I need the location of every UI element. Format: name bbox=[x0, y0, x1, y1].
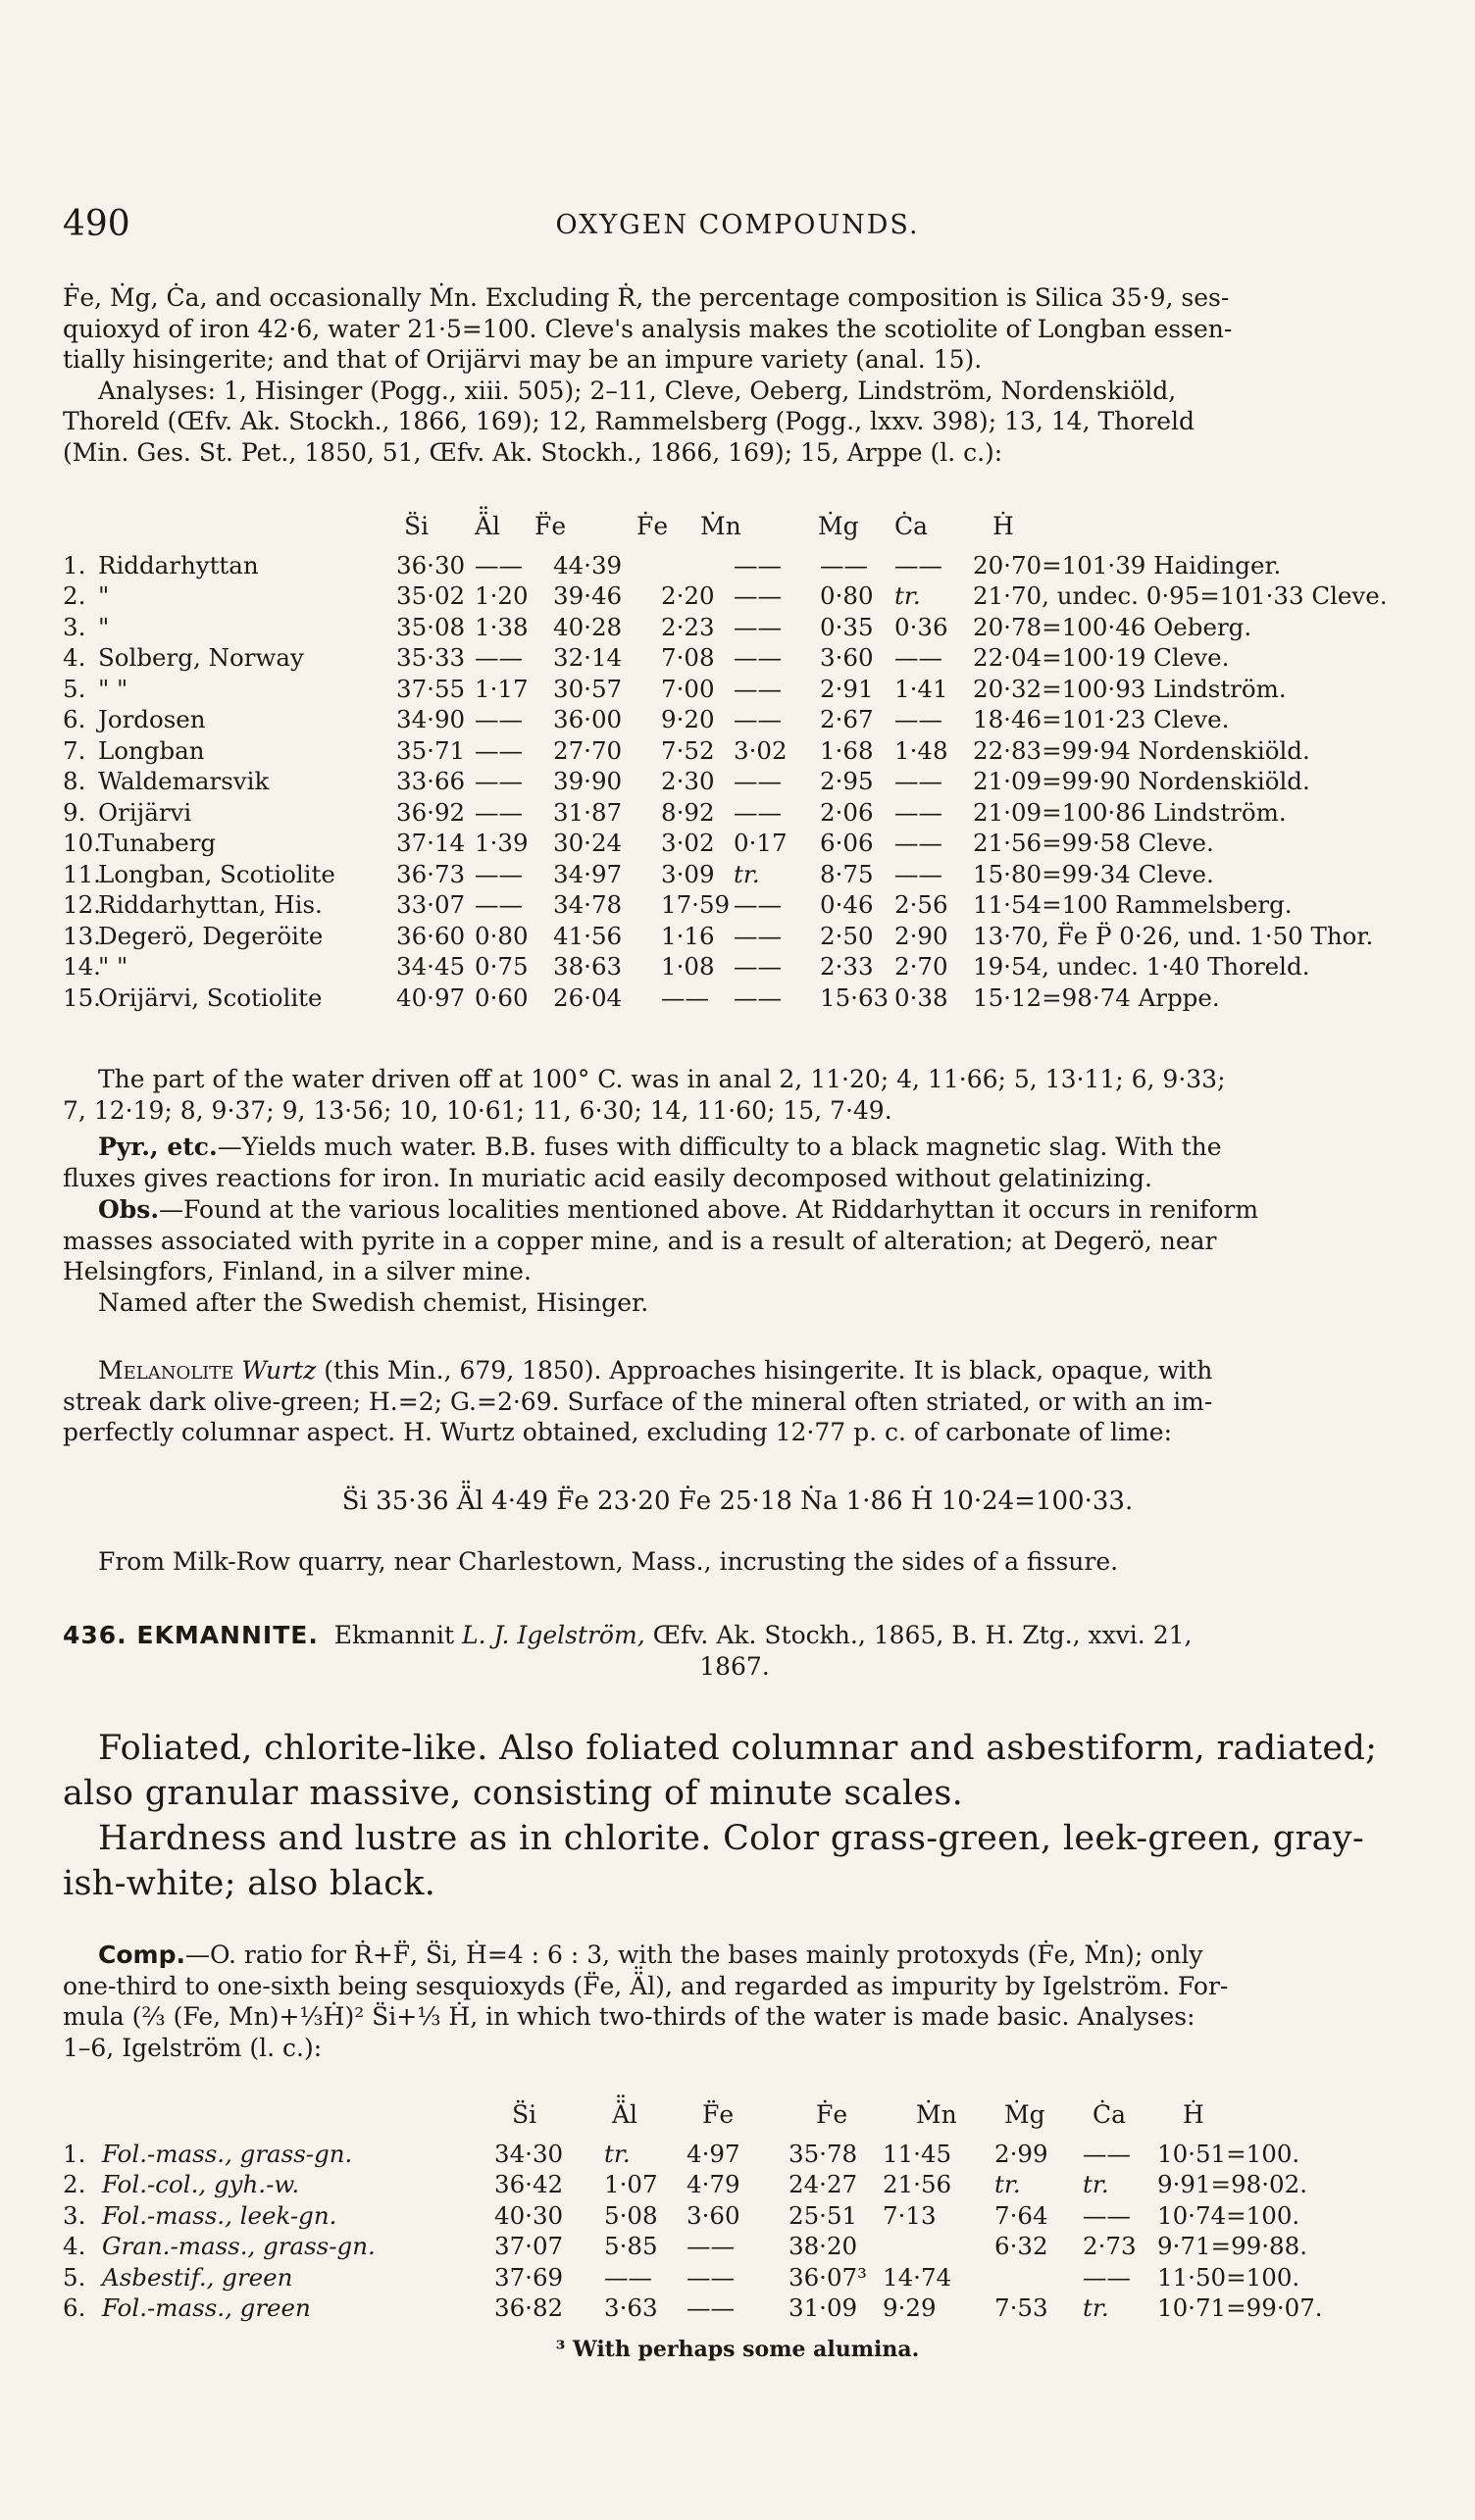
table-cell: 2·95 bbox=[820, 767, 874, 795]
row-number: 8. bbox=[63, 767, 86, 795]
table-cell: 37·14 bbox=[396, 829, 466, 857]
row-label: Solberg, Norway bbox=[98, 643, 304, 672]
column-header: Ä̈l bbox=[612, 2100, 638, 2129]
table-cell: 17·59 bbox=[661, 890, 731, 919]
table-cell: 31·09 bbox=[788, 2293, 858, 2322]
table-cell: 33·07 bbox=[396, 890, 466, 919]
table-cell: 11·45 bbox=[883, 2139, 952, 2168]
table-cell: 8·92 bbox=[661, 797, 715, 827]
table-cell: —— bbox=[734, 921, 782, 950]
table-cell: 15·80=99·34 Cleve. bbox=[973, 859, 1214, 888]
text-line: perfectly columnar aspect. H. Wurtz obtained, excluding 12·77 p. c. of carbonate of lime: bbox=[63, 1418, 1173, 1446]
pyrognostics-paragraph bbox=[63, 1132, 1416, 1193]
water-paragraph bbox=[63, 1064, 1416, 1126]
row-number: 7. bbox=[63, 735, 86, 765]
table-cell: —— bbox=[661, 983, 709, 1012]
table-cell: —— bbox=[475, 735, 523, 765]
row-label: Riddarhyttan bbox=[98, 550, 259, 580]
table-cell: 2·23 bbox=[661, 612, 715, 641]
table-row bbox=[63, 675, 1426, 706]
table-cell: —— bbox=[734, 983, 782, 1012]
table-cell: 36·00 bbox=[553, 705, 623, 733]
text-line: Ḟe, Ṁg, Ċa, and occasionally Ṁn. Excluding Ṙ, the percentage composition is Silica 35·9, ses- bbox=[63, 283, 1230, 312]
table-cell: 36·60 bbox=[396, 921, 466, 950]
table-cell: 39·90 bbox=[553, 767, 623, 795]
column-header: Ṁg bbox=[1004, 2100, 1045, 2129]
text-line: —O. ratio for Ṙ+F̈, S̈i, Ḣ=4 : 6 : 3, with the bases mainly protoxyds (Ḟe, Ṁn); only bbox=[184, 1940, 1203, 1969]
ekmannite-ref-a: Ekmannit bbox=[333, 1621, 455, 1649]
table-row bbox=[63, 736, 1426, 768]
text-line: one-third to one-sixth being sesquioxyds (F̈e, Ä̈l), and regarded as impurity by Igelström. For- bbox=[63, 1971, 1229, 2000]
table-cell: 20·32=100·93 Lindström. bbox=[973, 674, 1287, 703]
table-cell: 1·68 bbox=[820, 735, 874, 765]
row-number: 5. bbox=[63, 2262, 86, 2292]
table-cell: 3·02 bbox=[661, 829, 715, 857]
row-number: 5. bbox=[63, 674, 86, 703]
table-cell: 37·69 bbox=[494, 2262, 564, 2292]
ekmannite-heading-block bbox=[63, 1620, 1416, 1682]
text-line: fluxes gives reactions for iron. In muriatic acid easily decomposed without gelatinizing. bbox=[63, 1163, 1152, 1192]
table-cell: 1·48 bbox=[894, 735, 948, 765]
table-cell: 15·63 bbox=[820, 983, 890, 1012]
table-cell: 34·45 bbox=[396, 952, 466, 981]
table-cell: 0·75 bbox=[475, 952, 529, 981]
table-cell: —— bbox=[475, 550, 523, 580]
table-cell: 0·38 bbox=[894, 983, 948, 1012]
table-cell: —— bbox=[894, 829, 942, 857]
text-line: Thoreld (Œfv. Ak. Stockh., 1866, 169); 12, Rammelsberg (Pogg., lxxv. 398); 13, 14, Thoreld bbox=[63, 407, 1195, 435]
table-cell: —— bbox=[687, 2232, 735, 2260]
table-cell: 6·32 bbox=[994, 2232, 1048, 2260]
table-cell: 31·87 bbox=[553, 797, 623, 827]
table-cell: —— bbox=[687, 2293, 735, 2322]
table-cell: —— bbox=[734, 581, 782, 610]
table-cell: —— bbox=[734, 643, 782, 672]
page-header bbox=[63, 204, 1412, 243]
table-row bbox=[63, 551, 1426, 582]
table-cell: 8·75 bbox=[820, 859, 874, 888]
table-cell: —— bbox=[734, 612, 782, 641]
table-cell: 2·90 bbox=[894, 921, 948, 950]
column-header: Ä̈l bbox=[475, 512, 501, 540]
table-cell: —— bbox=[475, 890, 523, 919]
column-header: F̈e bbox=[702, 2100, 735, 2129]
table-cell: —— bbox=[894, 797, 942, 827]
table-row bbox=[63, 922, 1426, 953]
table-cell: —— bbox=[820, 550, 868, 580]
table-cell: —— bbox=[894, 705, 942, 733]
table-row bbox=[63, 2140, 1426, 2171]
melanolite-formula: S̈i 35·36 Ä̈l 4·49 F̈e 23·20 Ḟe 25·18 Ṅa 1·86 Ḣ 10·24=100·33. bbox=[341, 1487, 1134, 1516]
table-cell: 34·78 bbox=[553, 890, 623, 919]
table-cell: 0·36 bbox=[894, 612, 948, 641]
table-cell: 21·56=99·58 Cleve. bbox=[973, 829, 1214, 857]
table-cell: 34·90 bbox=[396, 705, 466, 733]
column-header: Ḣ bbox=[1183, 2100, 1204, 2129]
table-cell: 1·41 bbox=[894, 674, 948, 703]
table-cell: 36·92 bbox=[396, 797, 466, 827]
table-cell: 0·80 bbox=[475, 921, 529, 950]
table-cell: 22·83=99·94 Nordenskiöld. bbox=[973, 735, 1310, 765]
row-number: 1. bbox=[63, 550, 86, 580]
table-cell: —— bbox=[475, 859, 523, 888]
table-cell: 36·07³ bbox=[788, 2262, 867, 2292]
page-number: 490 bbox=[63, 204, 130, 244]
table-cell: tr. bbox=[994, 2170, 1021, 2198]
table-row bbox=[63, 860, 1426, 891]
ekmannite-analyses-table bbox=[63, 2100, 1426, 2325]
row-number: 1. bbox=[63, 2139, 86, 2168]
text-line: 1–6, Igelström (l. c.): bbox=[63, 2033, 323, 2062]
table-cell: —— bbox=[894, 767, 942, 795]
footnote: ³ With perhaps some alumina. bbox=[555, 2337, 920, 2362]
row-label: Tunaberg bbox=[98, 829, 217, 857]
table-cell: 0·60 bbox=[475, 983, 529, 1012]
table-cell: tr. bbox=[604, 2139, 631, 2168]
table-cell: 30·24 bbox=[553, 829, 623, 857]
melanolite-source: From Milk-Row quarry, near Charlestown, Mass., incrusting the sides of a fissure. bbox=[98, 1547, 1119, 1576]
table-cell: —— bbox=[734, 890, 782, 919]
table-cell: 35·08 bbox=[396, 612, 466, 641]
table-row bbox=[63, 613, 1426, 644]
table-cell: —— bbox=[687, 2262, 735, 2292]
table-row bbox=[63, 890, 1426, 922]
table-cell: 18·46=101·23 Cleve. bbox=[973, 705, 1230, 733]
column-header: Ċa bbox=[1093, 2100, 1127, 2129]
table-row bbox=[63, 705, 1426, 736]
table-cell: 15·12=98·74 Arppe. bbox=[973, 983, 1220, 1012]
table-cell: 7·08 bbox=[661, 643, 715, 672]
table-cell: 7·00 bbox=[661, 674, 715, 703]
row-label: Longban bbox=[98, 735, 205, 765]
row-number: 3. bbox=[63, 612, 86, 641]
row-label: Orijärvi, Scotiolite bbox=[98, 983, 323, 1012]
table-cell: 7·13 bbox=[883, 2200, 937, 2230]
table-cell: 1·38 bbox=[475, 612, 529, 641]
table-row bbox=[63, 798, 1426, 830]
table-cell: —— bbox=[734, 797, 782, 827]
row-number: 14. bbox=[63, 952, 101, 981]
table-cell: 9·20 bbox=[661, 705, 715, 733]
table-cell: 10·71=99·07. bbox=[1157, 2293, 1323, 2322]
row-label: " bbox=[98, 612, 110, 641]
row-number: 15. bbox=[63, 983, 101, 1012]
table-cell: —— bbox=[475, 705, 523, 733]
column-header: S̈i bbox=[512, 2100, 537, 2129]
column-header: Ḟe bbox=[636, 512, 669, 540]
text-line: also granular massive, consisting of minute scales. bbox=[63, 1774, 964, 1813]
table-cell: 10·74=100. bbox=[1157, 2200, 1300, 2230]
row-number: 4. bbox=[63, 2232, 86, 2260]
text-line: ish-white; also black. bbox=[63, 1864, 436, 1903]
table-row bbox=[63, 767, 1426, 798]
table-cell: 38·63 bbox=[553, 952, 623, 981]
table-cell: 37·55 bbox=[396, 674, 466, 703]
table-cell: 2·73 bbox=[1083, 2232, 1137, 2260]
melanolite-paragraph bbox=[63, 1355, 1416, 1448]
text-line: mula (⅔ (Fe, Mn)+⅓Ḣ)² S̈i+⅓ Ḣ, in which two-thirds of the water is made basic. Analyses: bbox=[63, 2002, 1195, 2031]
ekmannite-ref-c: Œfv. Ak. Stockh., 1865, B. H. Ztg., xxvi. 21, bbox=[652, 1621, 1193, 1649]
table-cell: 2·30 bbox=[661, 767, 715, 795]
row-label: Jordosen bbox=[98, 705, 206, 733]
table-cell: 11·54=100 Rammelsberg. bbox=[973, 890, 1293, 919]
table-cell: 0·80 bbox=[820, 581, 874, 610]
row-label: Degerö, Degeröite bbox=[98, 921, 324, 950]
intro-paragraph bbox=[63, 282, 1416, 468]
table-cell: 40·30 bbox=[494, 2200, 564, 2230]
text-line: Hardness and lustre as in chlorite. Color grass-green, leek-green, gray- bbox=[98, 1819, 1364, 1858]
table-cell: 2·06 bbox=[820, 797, 874, 827]
text-line: Helsingfors, Finland, in a silver mine. bbox=[63, 1257, 532, 1285]
column-header: Ṁg bbox=[818, 512, 859, 540]
row-label: Fol.-mass., green bbox=[102, 2293, 311, 2322]
table-cell: 38·20 bbox=[788, 2232, 858, 2260]
table-cell: 20·70=101·39 Haidinger. bbox=[973, 550, 1282, 580]
row-number: 6. bbox=[63, 2293, 86, 2322]
row-number: 2. bbox=[63, 2170, 86, 2198]
table-cell: 21·09=100·86 Lindström. bbox=[973, 797, 1287, 827]
table-cell: 0·35 bbox=[820, 612, 874, 641]
row-label: Fol.-mass., leek-gn. bbox=[102, 2200, 337, 2230]
row-number: 2. bbox=[63, 581, 86, 610]
table-cell: 35·78 bbox=[788, 2139, 858, 2168]
table-cell: —— bbox=[1083, 2200, 1131, 2230]
table-cell: 35·33 bbox=[396, 643, 466, 672]
table-cell: 2·33 bbox=[820, 952, 874, 981]
table-cell: —— bbox=[894, 550, 942, 580]
table-cell: tr. bbox=[894, 581, 921, 610]
table-cell: 7·53 bbox=[994, 2293, 1048, 2322]
table-cell: 9·29 bbox=[883, 2293, 937, 2322]
text-line: tially hisingerite; and that of Orijärvi may be an impure variety (anal. 15). bbox=[63, 345, 983, 374]
row-label: Longban, Scotiolite bbox=[98, 859, 335, 888]
table-cell: —— bbox=[1083, 2262, 1131, 2292]
table-cell: 2·67 bbox=[820, 705, 874, 733]
table-cell: 9·71=99·88. bbox=[1157, 2232, 1308, 2260]
ekmannite-description bbox=[63, 1726, 1426, 1906]
table-cell: 4·79 bbox=[687, 2170, 740, 2198]
table-cell: 6·06 bbox=[820, 829, 874, 857]
table-cell: 2·50 bbox=[820, 921, 874, 950]
table-cell: 3·09 bbox=[661, 859, 715, 888]
table-cell: —— bbox=[734, 550, 782, 580]
table-cell: 2·99 bbox=[994, 2139, 1048, 2168]
row-label: " " bbox=[98, 952, 128, 981]
table-cell: 3·02 bbox=[734, 735, 788, 765]
row-label: Asbestif., green bbox=[102, 2262, 293, 2292]
row-label: Orijärvi bbox=[98, 797, 192, 827]
table-cell: 5·85 bbox=[604, 2232, 658, 2260]
text-line: streak dark olive-green; H.=2; G.=2·69. Surface of the mineral often striated, or with an im- bbox=[63, 1386, 1213, 1416]
table-cell: 22·04=100·19 Cleve. bbox=[973, 643, 1230, 672]
text-line: masses associated with pyrite in a copper mine, and is a result of alteration; at Degerö, near bbox=[63, 1226, 1217, 1255]
melanolite-author: Wurtz bbox=[241, 1356, 317, 1385]
table-cell: —— bbox=[475, 643, 523, 672]
table-row bbox=[63, 581, 1426, 613]
table-cell: 2·56 bbox=[894, 890, 948, 919]
row-label: Riddarhyttan, His. bbox=[98, 890, 323, 919]
table-cell: 5·08 bbox=[604, 2200, 658, 2230]
table-cell: —— bbox=[894, 643, 942, 672]
text-line: quioxyd of iron 42·6, water 21·5=100. Cleve's analysis makes the scotiolite of Longban essen- bbox=[63, 314, 1233, 343]
table-cell: 40·97 bbox=[396, 983, 466, 1012]
table-cell: 11·50=100. bbox=[1157, 2262, 1300, 2292]
observations-paragraph bbox=[63, 1194, 1416, 1318]
row-number: 12. bbox=[63, 890, 101, 919]
table-cell: 2·70 bbox=[894, 952, 948, 981]
table-cell: —— bbox=[734, 952, 782, 981]
table-cell: tr. bbox=[1083, 2293, 1109, 2322]
text-line: Foliated, chlorite-like. Also foliated columnar and asbestiform, radiated; bbox=[98, 1729, 1378, 1768]
row-label: Waldemarsvik bbox=[98, 767, 270, 795]
table-cell: —— bbox=[734, 705, 782, 733]
text-line: —Yields much water. B.B. fuses with difficulty to a black magnetic slag. With the bbox=[217, 1133, 1222, 1161]
column-header: F̈e bbox=[534, 512, 567, 540]
row-number: 13. bbox=[63, 921, 101, 950]
row-number: 9. bbox=[63, 797, 86, 827]
table-cell: 35·71 bbox=[396, 735, 466, 765]
table-cell: 4·97 bbox=[687, 2139, 740, 2168]
table-cell: 36·30 bbox=[396, 550, 466, 580]
table-cell: 1·39 bbox=[475, 829, 529, 857]
column-header: Ṁn bbox=[916, 2100, 957, 2129]
table-cell: 37·07 bbox=[494, 2232, 564, 2260]
table-cell: 0·46 bbox=[820, 890, 874, 919]
table-cell: 34·97 bbox=[553, 859, 623, 888]
row-number: 6. bbox=[63, 705, 86, 733]
table-cell: tr. bbox=[1083, 2170, 1109, 2198]
table-cell: 36·82 bbox=[494, 2293, 564, 2322]
row-label: Fol.-mass., grass-gn. bbox=[102, 2139, 353, 2168]
table-cell: —— bbox=[475, 797, 523, 827]
table-cell: 36·42 bbox=[494, 2170, 564, 2198]
row-number: 3. bbox=[63, 2200, 86, 2230]
table-row bbox=[63, 2170, 1426, 2201]
table-cell: 21·09=99·90 Nordenskiöld. bbox=[973, 767, 1310, 795]
table-cell: 3·63 bbox=[604, 2293, 658, 2322]
running-title: OXYGEN COMPOUNDS. bbox=[555, 210, 920, 240]
table-row bbox=[63, 643, 1426, 675]
table-cell: —— bbox=[1083, 2139, 1131, 2168]
table-cell: 1·16 bbox=[661, 921, 715, 950]
table-row bbox=[63, 2201, 1426, 2233]
ekmannite-ref-year: 1867. bbox=[699, 1651, 770, 1681]
table-cell: 40·28 bbox=[553, 612, 623, 641]
table-cell: 25·51 bbox=[788, 2200, 858, 2230]
table-cell: —— bbox=[604, 2262, 652, 2292]
column-header: Ċa bbox=[894, 512, 929, 540]
row-number: 11. bbox=[63, 859, 101, 888]
table-row bbox=[63, 2263, 1426, 2294]
table-header-row bbox=[63, 2100, 1426, 2132]
table-cell: 9·91=98·02. bbox=[1157, 2170, 1308, 2198]
table-cell: 2·20 bbox=[661, 581, 715, 610]
text-line: The part of the water driven off at 100° C. was in anal 2, 11·20; 4, 11·66; 5, 13·11; 6, 9·33; bbox=[98, 1065, 1226, 1093]
table-cell: —— bbox=[475, 767, 523, 795]
table-cell: tr. bbox=[734, 859, 760, 888]
row-label: " bbox=[98, 581, 110, 610]
text-line: Named after the Swedish chemist, Hisinger. bbox=[98, 1287, 649, 1317]
table-cell: 14·74 bbox=[883, 2262, 952, 2292]
row-number: 4. bbox=[63, 643, 86, 672]
row-label: Fol.-col., gyh.-w. bbox=[102, 2170, 300, 2198]
text-line: —Found at the various localities mentioned above. At Riddarhyttan it occurs in reniform bbox=[159, 1195, 1259, 1224]
table-cell: 21·70, undec. 0·95=101·33 Cleve. bbox=[973, 581, 1388, 610]
table-cell: —— bbox=[734, 767, 782, 795]
table-cell: 33·66 bbox=[396, 767, 466, 795]
table-cell: 20·78=100·46 Oeberg. bbox=[973, 612, 1252, 641]
ekmannite-ref-b: L. J. Igelström, bbox=[461, 1621, 645, 1649]
table-cell: 3·60 bbox=[687, 2200, 740, 2230]
table-cell: —— bbox=[894, 859, 942, 888]
row-number: 10. bbox=[63, 829, 101, 857]
table-cell: 1·07 bbox=[604, 2170, 658, 2198]
table-row bbox=[63, 2232, 1426, 2263]
table-cell: 0·17 bbox=[734, 829, 788, 857]
table-row bbox=[63, 952, 1426, 983]
table-cell: 32·14 bbox=[553, 643, 623, 672]
table-cell: 35·02 bbox=[396, 581, 466, 610]
table-cell: 24·27 bbox=[788, 2170, 858, 2198]
column-header: Ḣ bbox=[992, 512, 1014, 540]
table-cell: 3·60 bbox=[820, 643, 874, 672]
column-header: Ṁn bbox=[700, 512, 741, 540]
table-cell: 2·91 bbox=[820, 674, 874, 703]
composition-paragraph bbox=[63, 1940, 1416, 2063]
table-cell: 39·46 bbox=[553, 581, 623, 610]
table-cell: 10·51=100. bbox=[1157, 2139, 1300, 2168]
table-cell: 41·56 bbox=[553, 921, 623, 950]
table-cell: 19·54, undec. 1·40 Thoreld. bbox=[973, 952, 1310, 981]
table-cell: 27·70 bbox=[553, 735, 623, 765]
table-cell: 7·52 bbox=[661, 735, 715, 765]
table-cell: 13·70, F̈e P̈ 0·26, und. 1·50 Thor. bbox=[973, 921, 1374, 950]
table-row bbox=[63, 829, 1426, 860]
obs-label: Obs. bbox=[98, 1195, 160, 1224]
table-cell: 1·08 bbox=[661, 952, 715, 981]
column-header: Ḟe bbox=[816, 2100, 848, 2129]
table-cell: 30·57 bbox=[553, 674, 623, 703]
table-cell: 7·64 bbox=[994, 2200, 1048, 2230]
ekmannite-heading: 436. EKMANNITE. bbox=[63, 1621, 319, 1649]
table-cell: 44·39 bbox=[553, 550, 623, 580]
text-line: (this Min., 679, 1850). Approaches hisingerite. It is black, opaque, with bbox=[324, 1356, 1213, 1385]
table-header-row bbox=[63, 512, 1426, 543]
table-cell: 1·17 bbox=[475, 674, 529, 703]
text-line: (Min. Ges. St. Pet., 1850, 51, Œfv. Ak. Stockh., 1866, 169); 15, Arppe (l. c.): bbox=[63, 437, 1003, 467]
row-label: " " bbox=[98, 674, 128, 703]
table-cell: 26·04 bbox=[553, 983, 623, 1012]
table-row bbox=[63, 983, 1426, 1015]
table-cell: 36·73 bbox=[396, 859, 466, 888]
hisingerite-analyses-table bbox=[63, 512, 1426, 1014]
table-cell: 21·56 bbox=[883, 2170, 952, 2198]
row-label: Gran.-mass., grass-gn. bbox=[102, 2232, 376, 2260]
table-cell: 1·20 bbox=[475, 581, 529, 610]
text-line: Analyses: 1, Hisinger (Pogg., xiii. 505); 2–11, Cleve, Oeberg, Lindström, Nordenskiöld, bbox=[98, 376, 1177, 405]
column-header: S̈i bbox=[404, 512, 430, 540]
table-row bbox=[63, 2293, 1426, 2325]
table-cell: —— bbox=[734, 674, 782, 703]
melanolite-name: Melanolite bbox=[98, 1356, 234, 1385]
comp-label: Comp. bbox=[98, 1940, 185, 1969]
pyr-label: Pyr., etc. bbox=[98, 1133, 218, 1161]
table-cell: 34·30 bbox=[494, 2139, 564, 2168]
text-line: 7, 12·19; 8, 9·37; 9, 13·56; 10, 10·61; 11, 6·30; 14, 11·60; 15, 7·49. bbox=[63, 1095, 892, 1125]
